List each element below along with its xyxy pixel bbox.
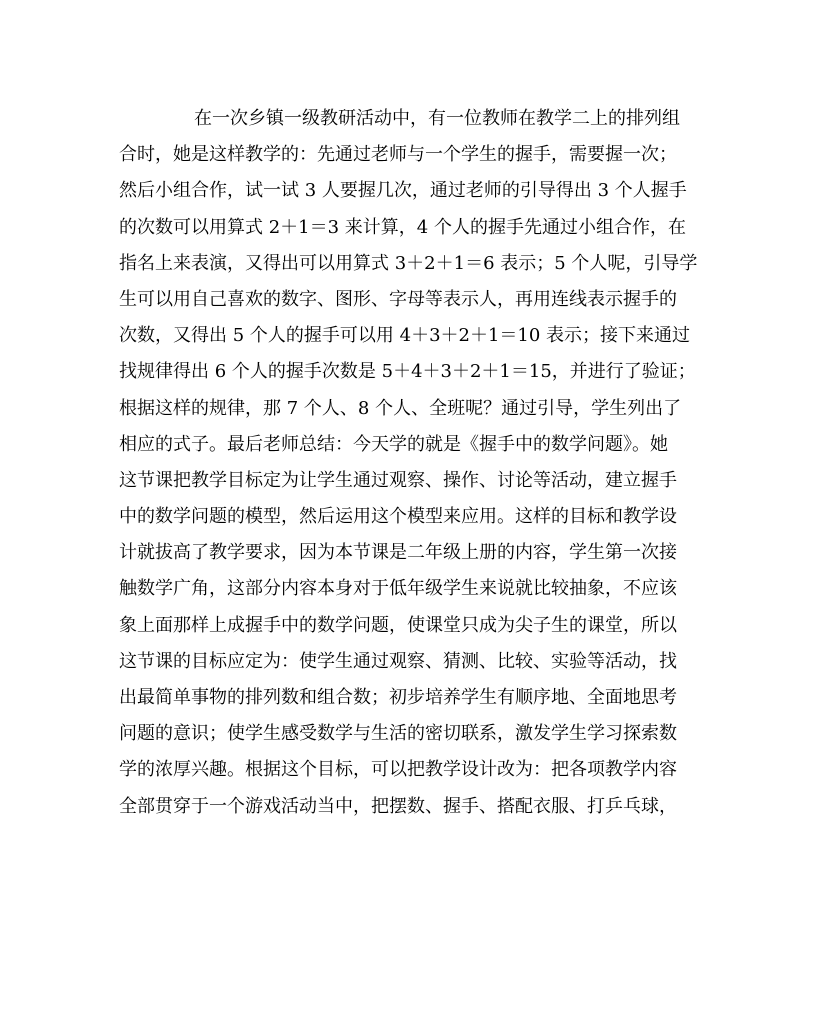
text-line: 根据这样的规律，那 7 个人、8 个人、全班呢？通过引导，学生列出了 [119,397,682,419]
text-line: 触数学广角，这部分内容本身对于低年级学生来说就比较抽象，不应该 [119,578,677,600]
text-line: 相应的式子。最后老师总结：今天学的就是《握手中的数学问题》。她 [119,433,668,455]
text-line: 合时，她是这样教学的：先通过老师与一个学生的握手，需要握一次； [119,144,677,166]
text-line: 生可以用自己喜欢的数字、图形、字母等表示人，再用连线表示握手的 [119,288,677,310]
text-line: 找规律得出 6 个人的握手次数是 5＋4＋3＋2＋1＝15，并进行了验证； [119,361,696,383]
text-line: 在一次乡镇一级教研活动中，有一位教师在教学二上的排列组 [194,108,680,129]
text-line: 然后小组合作，试一试 3 人要握几次，通过老师的引导得出 3 个人握手 [119,180,687,202]
text-line: 中的数学问题的模型，然后运用这个模型来应用。这样的目标和教学设 [119,506,677,528]
text-line: 这节课把教学目标定为让学生通过观察、操作、讨论等活动，建立握手 [119,469,677,491]
text-line: 出最简单事物的排列数和组合数；初步培养学生有顺序地、全面地思考 [119,687,677,708]
text-line: 全部贯穿于一个游戏活动当中，把摆数、握手、搭配衣服、打乒乓球， [119,795,677,817]
text-line: 学的浓厚兴趣。根据这个目标，可以把教学设计改为：把各项教学内容 [119,759,677,781]
text-line: 计就拔高了教学要求，因为本节课是二年级上册的内容，学生第一次接 [119,542,677,564]
text-line: 问题的意识；使学生感受数学与生活的密切联系，激发学生学习探索数 [119,723,677,745]
text-line: 次数，又得出 5 个人的握手可以用 4＋3＋2＋1＝10 表示；接下来通过 [119,325,691,347]
text-line: 象上面那样上成握手中的数学问题，使课堂只成为尖子生的课堂，所以 [119,614,677,636]
paragraph [119,101,699,825]
text-line: 指名上来表演，又得出可以用算式 3＋2＋1＝6 表示；5 个人呢，引导学 [119,252,698,274]
text-line: 的次数可以用算式 2＋1＝3 来计算，4 个人的握手先通过小组合作，在 [119,216,686,238]
text-line: 这节课的目标应定为：使学生通过观察、猜测、比较、实验等活动，找 [119,650,677,672]
